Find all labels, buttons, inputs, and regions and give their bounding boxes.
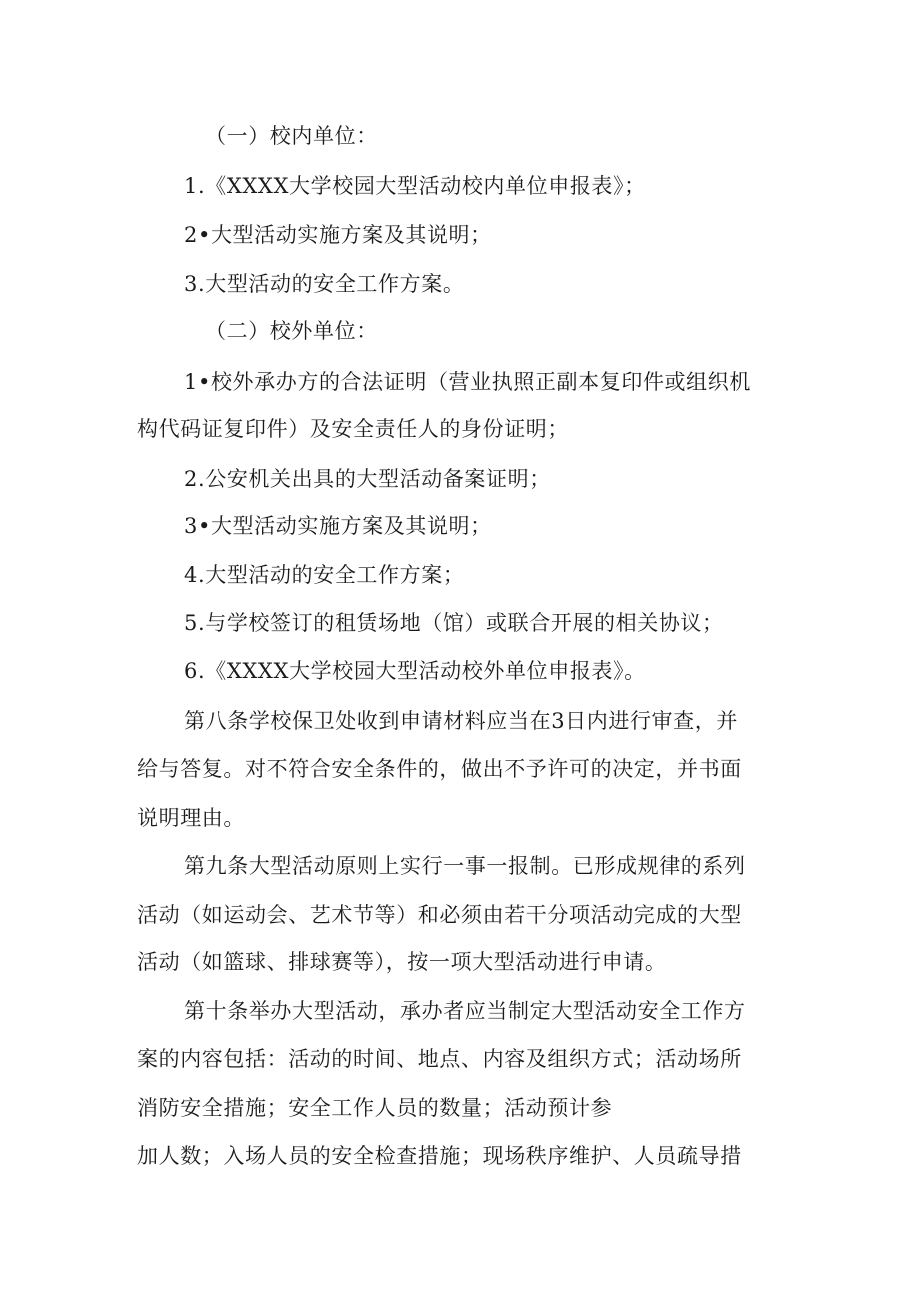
external-item-6: 6.《XXXX大学校园大型活动校外单位申报表》。 (184, 659, 646, 683)
article-9-line-3: 活动（如篮球、排球赛等），按一项大型活动进行申请。 (137, 950, 667, 974)
article-8-line-1: 第八条学校保卫处收到申请材料应当在3日内进行审查，并 (184, 709, 738, 733)
article-8-line-2: 给与答复。对不符合安全条件的，做出不予许可的决定，并书面 (137, 757, 742, 781)
article-10-line-1: 第十条举办大型活动，承办者应当制定大型活动安全工作方 (184, 999, 746, 1023)
external-item-3: 3•大型活动实施方案及其说明； (184, 514, 492, 538)
article-8-line-3: 说明理由。 (137, 806, 245, 830)
section-external-heading: （二）校外单位： (205, 319, 378, 343)
section-internal-heading: （一）校内单位： (205, 124, 378, 148)
article-10-line-2: 案的内容包括：活动的时间、地点、内容及组织方式；活动场所 (137, 1047, 742, 1071)
article-9-line-2: 活动（如运动会、艺术节等）和必须由若干分项活动完成的大型 (137, 903, 742, 927)
article-9-line-1: 第九条大型活动原则上实行一事一报制。已形成规律的系列 (184, 854, 746, 878)
external-item-4: 4.大型活动的安全工作方案； (184, 563, 465, 587)
external-item-2: 2.公安机关出具的大型活动备案证明； (184, 467, 551, 491)
internal-item-2: 2•大型活动实施方案及其说明； (184, 223, 492, 247)
article-10-line-4: 加人数；入场人员的安全检查措施；现场秩序维护、人员疏导措 (137, 1144, 742, 1168)
external-item-1-line-2: 构代码证复印件）及安全责任人的身份证明； (137, 417, 569, 441)
external-item-5: 5.与学校签订的租赁场地（馆）或联合开展的相关协议； (184, 611, 724, 635)
internal-item-3: 3.大型活动的安全工作方案。 (184, 272, 465, 296)
internal-item-1: 1.《XXXX大学校园大型活动校内单位申报表》； (184, 174, 646, 198)
external-item-1-line-1: 1•校外承办方的合法证明（营业执照正副本复印件或组织机 (184, 370, 751, 394)
article-10-line-3: 消防安全措施；安全工作人员的数量；活动预计参 (137, 1096, 613, 1120)
